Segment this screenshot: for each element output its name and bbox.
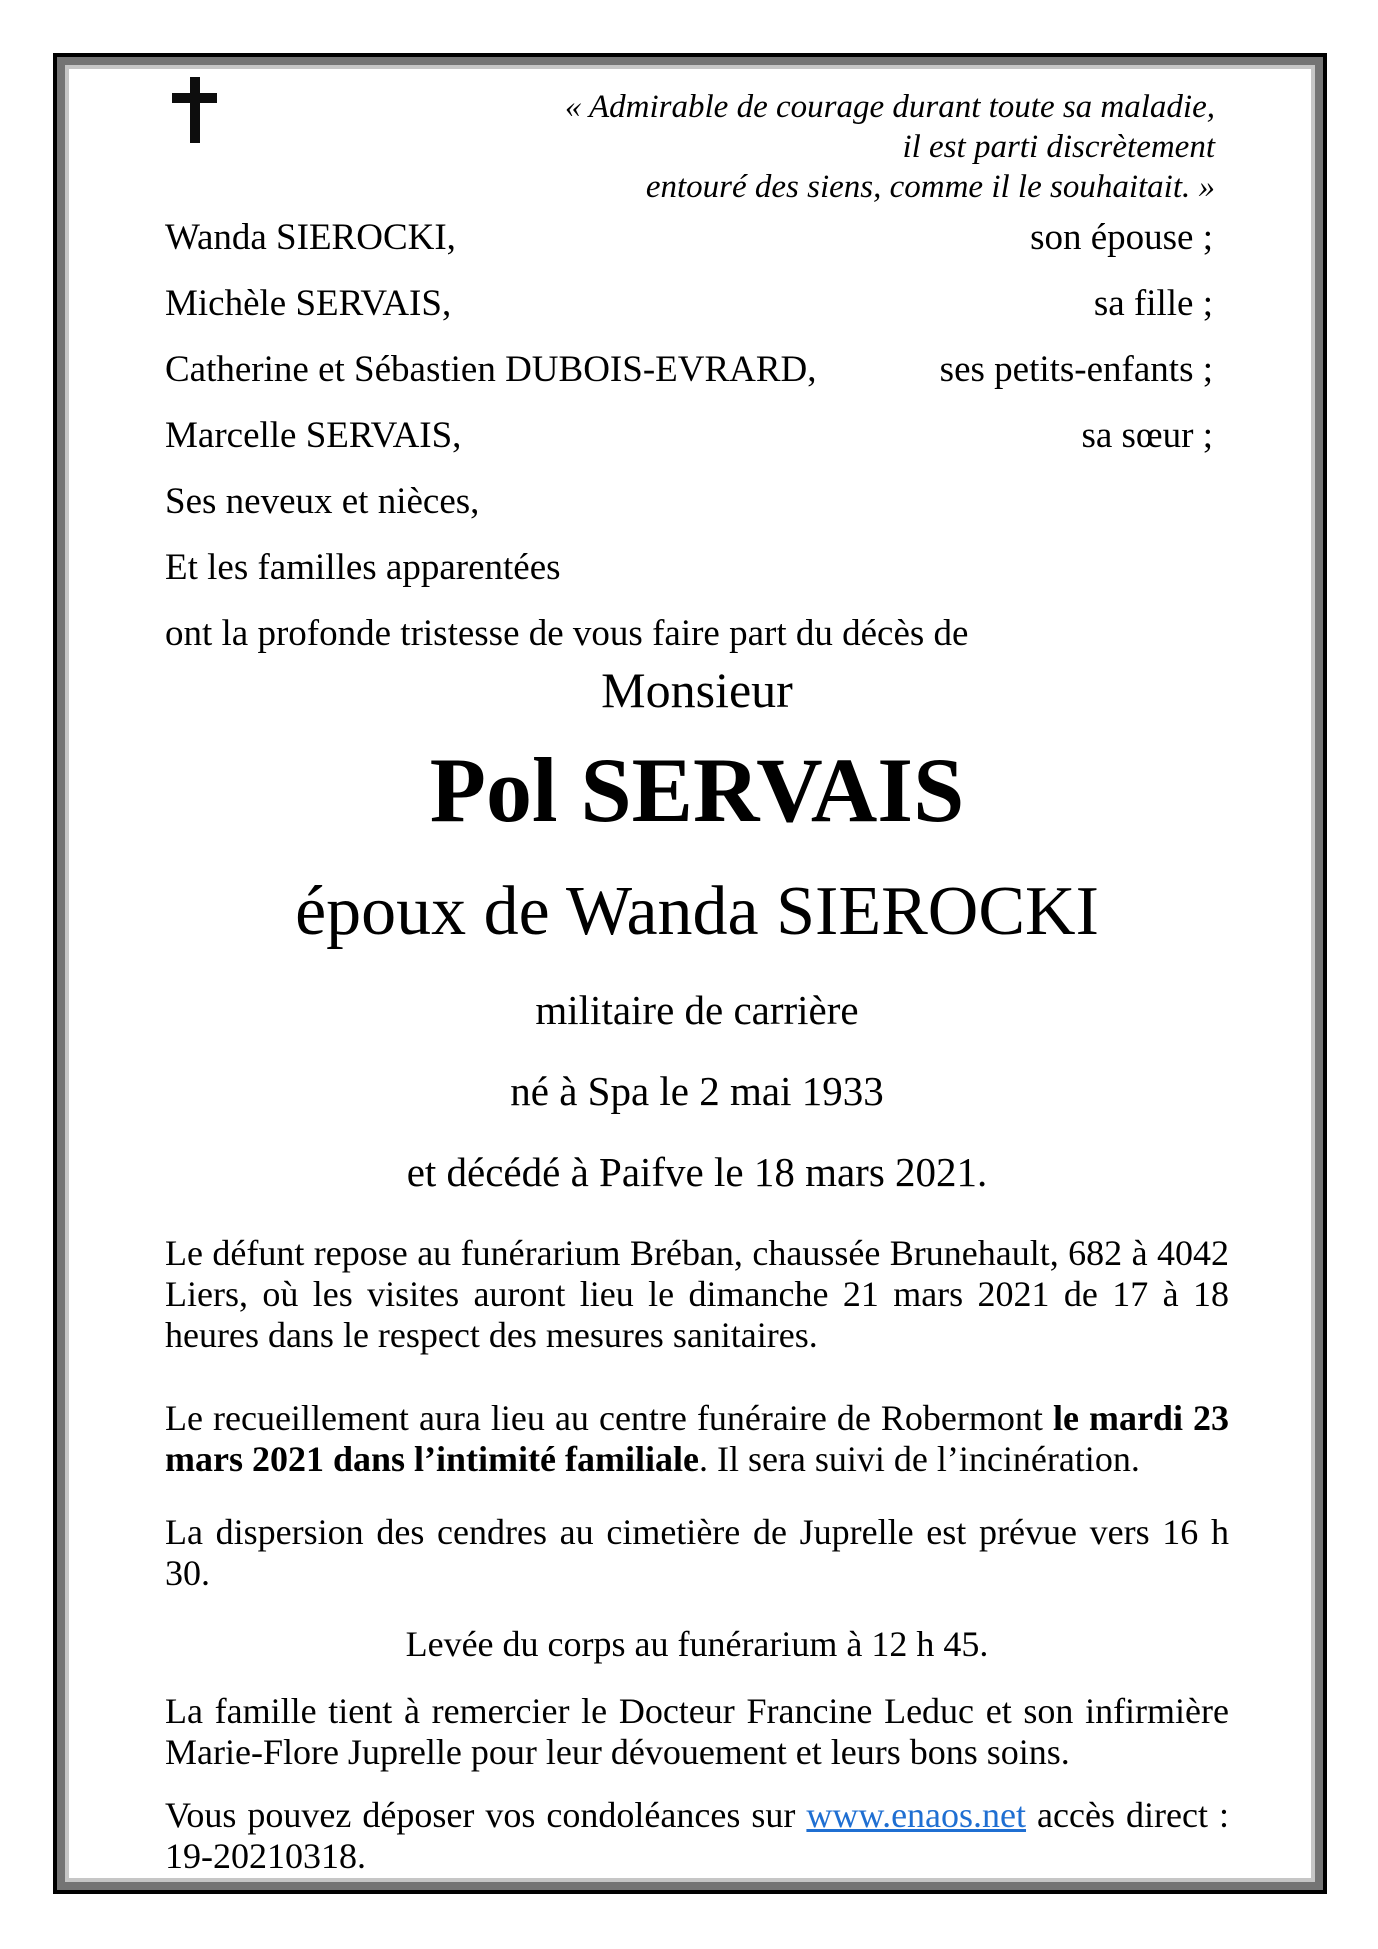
family-row <box>165 217 1229 258</box>
family-name: Catherine et Sébastien DUBOIS-EVRARD, <box>165 349 817 390</box>
condolences-text-prefix: Vous pouvez déposer vos condoléances sur <box>165 1795 807 1835</box>
family-relation: son épouse ; <box>1030 217 1213 258</box>
ashes-paragraph: La dispersion des cendres au cimetière de Juprelle est prévue vers 16 h 30. <box>165 1512 1229 1593</box>
career-line: militaire de carrière <box>535 987 859 1033</box>
family-relation: sa sœur ; <box>1081 415 1213 456</box>
page-border-light <box>65 65 1315 1882</box>
family-row <box>165 481 1229 522</box>
ceremony-text-prefix: Le recueillement aura lieu au centre funéraire de Robermont <box>165 1398 1053 1438</box>
condolences-text-suffix: accès direct : 19-20210318. <box>165 1795 1229 1876</box>
announcement-text: ont la profonde tristesse de vous faire part du décès de <box>165 613 969 654</box>
family-relation: ses petits-enfants ; <box>939 349 1213 390</box>
epitaph-quote <box>165 87 1215 207</box>
spouse-line: époux de Wanda SIEROCKI <box>295 873 1099 950</box>
family-name: Marcelle SERVAIS, <box>165 415 462 456</box>
page-border <box>53 53 1327 1894</box>
family-row <box>165 415 1229 456</box>
quote-line: entouré des siens, comme il le souhaitait. » <box>645 169 1215 205</box>
quote-line: « Admirable de courage durant toute sa maladie, <box>564 89 1215 125</box>
ceremony-paragraph <box>165 1398 1229 1480</box>
title-monsieur: Monsieur <box>601 662 793 718</box>
family-list <box>165 217 1229 654</box>
family-row <box>165 547 1229 588</box>
family-name: Michèle SERVAIS, <box>165 283 452 324</box>
ceremony-date-bold: le mardi 23 mars 2021 dans l’intimité familiale <box>165 1398 1229 1479</box>
page-border-gray <box>57 57 1323 1890</box>
announcement-line <box>165 613 1229 654</box>
thanks-paragraph: La famille tient à remercier le Docteur Francine Leduc et son infirmière Marie-Flore Juprelle pour leur dévouement et leurs bons soins. <box>165 1691 1229 1772</box>
visitation-paragraph: Le défunt repose au funérarium Bréban, chaussée Brunehault, 682 à 4042 Liers, où les visites auront lieu le dimanche 21 mars 2021 de 17 à 18 heures dans le respect des mesures sanitaires. <box>165 1233 1229 1355</box>
death-line: et décédé à Paifve le 18 mars 2021. <box>406 1149 988 1195</box>
quote-line: il est parti discrètement <box>902 129 1215 165</box>
deceased-name: Pol SERVAIS <box>429 739 965 841</box>
enaos-link[interactable]: www.enaos.net <box>806 1795 1027 1835</box>
family-name: Wanda SIEROCKI, <box>165 217 456 258</box>
birth-line: né à Spa le 2 mai 1933 <box>510 1068 884 1114</box>
levee-line: Levée du corps au funérarium à 12 h 45. <box>405 1624 989 1664</box>
family-name: Et les familles apparentées <box>165 547 561 588</box>
family-name: Ses neveux et nièces, <box>165 481 480 522</box>
latin-cross-icon <box>172 77 217 143</box>
condolences-paragraph <box>165 1795 1229 1877</box>
ceremony-text-suffix: . Il sera suivi de l’incinération. <box>698 1439 1140 1479</box>
family-row <box>165 283 1229 324</box>
family-row <box>165 349 1229 390</box>
obituary-content <box>69 69 1311 1878</box>
family-relation: sa fille ; <box>1093 283 1213 324</box>
